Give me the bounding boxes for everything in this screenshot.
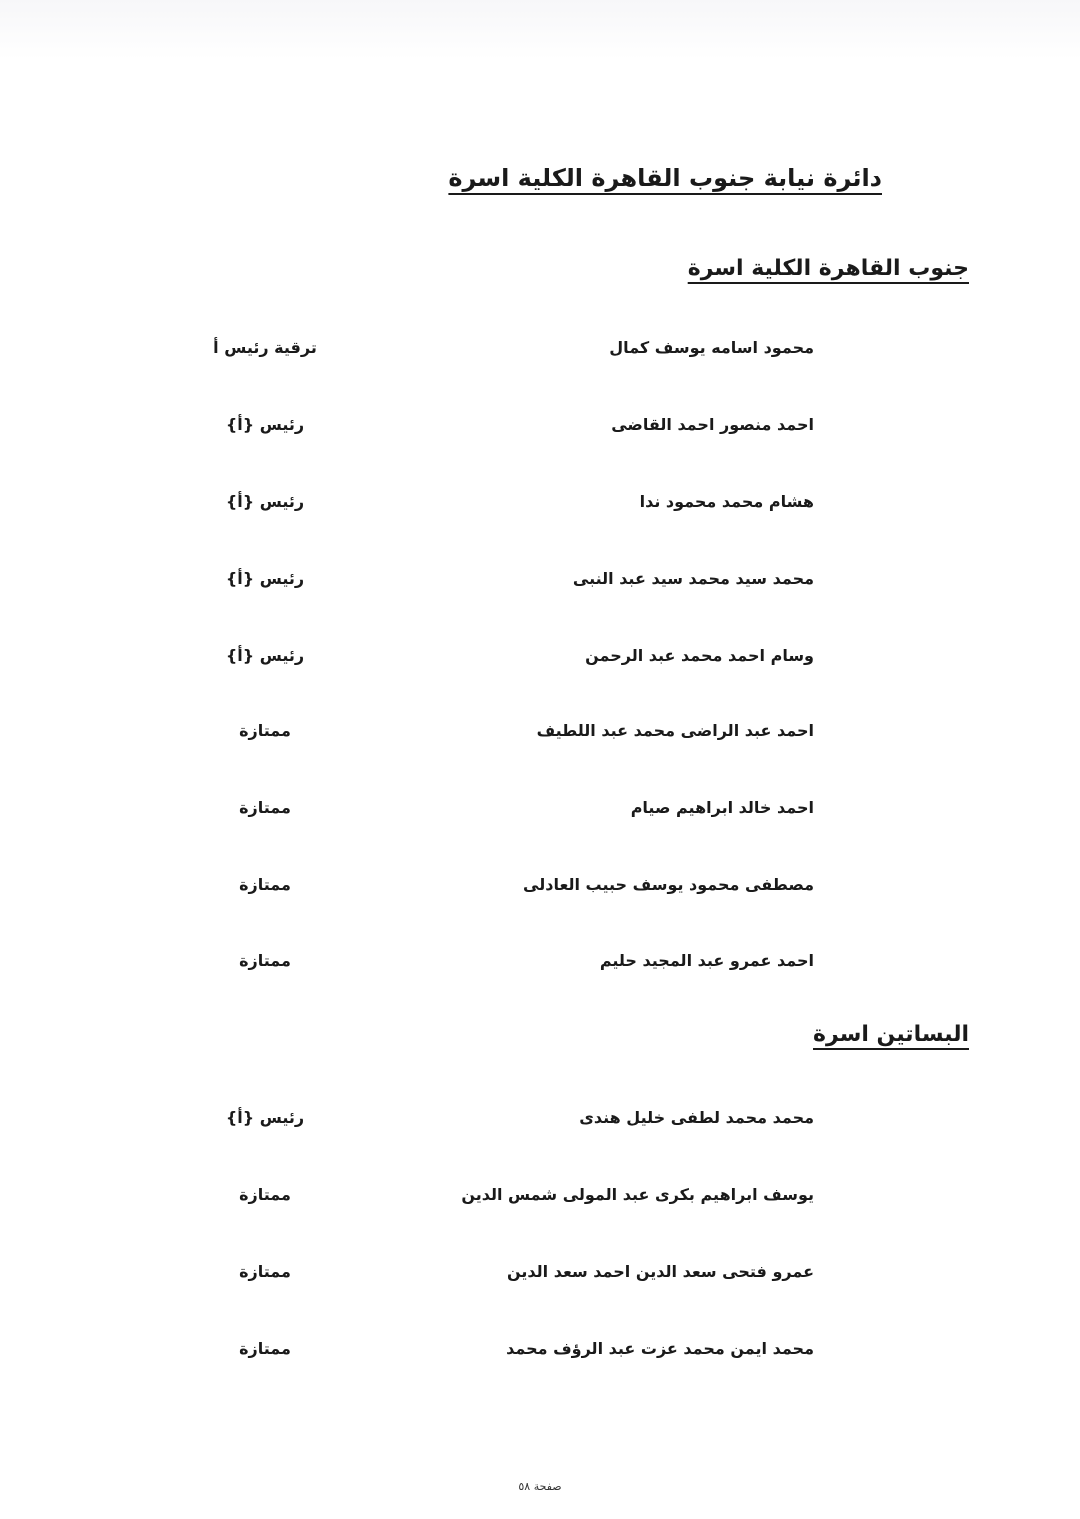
table-row: [0, 338, 1080, 368]
table-row: [0, 492, 1080, 522]
person-name: وسام احمد محمد عبد الرحمن: [585, 646, 814, 665]
table-row: [0, 1262, 1080, 1292]
table-row: [0, 646, 1080, 676]
person-name: يوسف ابراهيم بكرى عبد المولى شمس الدين: [461, 1185, 814, 1204]
section-heading-south-cairo: جنوب القاهرة الكلية اسرة: [687, 256, 969, 281]
person-grade: ممتازة: [239, 951, 291, 970]
person-grade: ممتازة: [239, 1339, 291, 1358]
page-number: صفحة ٥٨: [518, 1480, 562, 1493]
table-row: [0, 951, 1080, 981]
person-grade: ممتازة: [239, 1262, 291, 1281]
person-grade: رئيس {أ}: [225, 569, 305, 588]
person-grade: رئيس {أ}: [225, 1108, 305, 1127]
person-name: احمد عمرو عبد المجيد حليم: [599, 951, 814, 970]
person-name: احمد منصور احمد القاضى: [611, 415, 814, 434]
person-grade: رئيس {أ}: [225, 415, 305, 434]
person-grade: ممتازة: [239, 875, 291, 894]
person-name: محمود اسامه يوسف كمال: [609, 338, 814, 357]
table-row: [0, 569, 1080, 599]
person-name: محمد محمد لطفى خليل هندى: [579, 1108, 814, 1127]
table-row: [0, 875, 1080, 905]
table-row: [0, 415, 1080, 445]
person-name: هشام محمد محمود ندا: [639, 492, 814, 511]
person-name: مصطفى محمود يوسف حبيب العادلى: [523, 875, 814, 894]
person-grade: ممتازة: [239, 1185, 291, 1204]
person-name: محمد سيد محمد سيد عبد النبى: [572, 569, 814, 588]
table-row: [0, 1339, 1080, 1369]
person-name: عمرو فتحى سعد الدين احمد سعد الدين: [507, 1262, 814, 1281]
person-grade: ممتازة: [239, 721, 291, 740]
section-heading-basateen: البساتين اسرة: [813, 1022, 969, 1047]
person-grade: رئيس {أ}: [225, 646, 305, 665]
table-row: [0, 1108, 1080, 1138]
person-name: احمد خالد ابراهيم صيام: [630, 798, 814, 817]
table-row: [0, 798, 1080, 828]
document-title: دائرة نيابة جنوب القاهرة الكلية اسرة: [448, 164, 882, 192]
person-name: احمد عبد الراضى محمد عبد اللطيف: [536, 721, 814, 740]
person-name: محمد ايمن محمد عزت عبد الرؤف محمد: [506, 1339, 814, 1358]
person-grade: ممتازة: [239, 798, 291, 817]
person-grade: رئيس {أ}: [225, 492, 305, 511]
table-row: [0, 1185, 1080, 1215]
table-row: [0, 721, 1080, 751]
person-grade: ترقية رئيس أ: [213, 338, 317, 357]
